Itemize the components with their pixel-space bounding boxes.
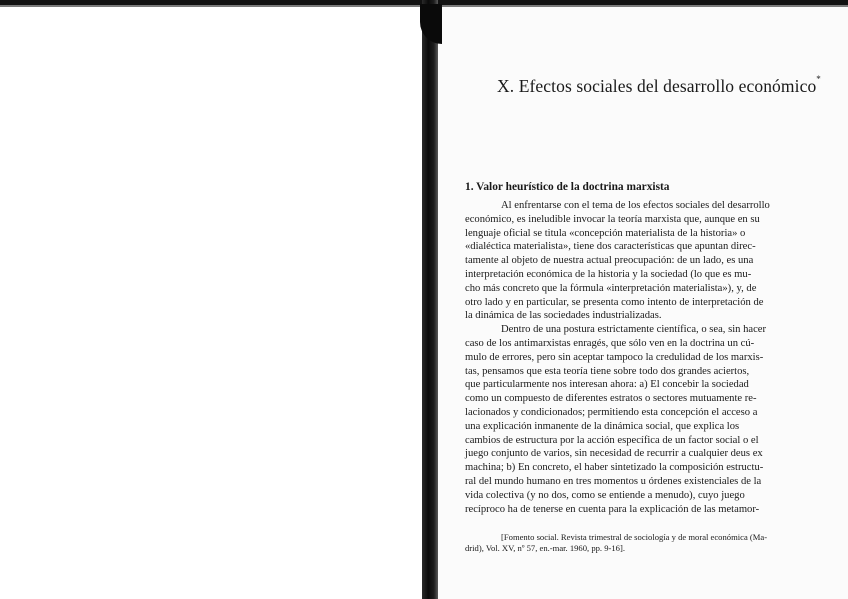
- chapter-title: [497, 76, 827, 97]
- text-line: la dinámica de las sociedades industrializadas.: [465, 310, 662, 322]
- text-line: mulo de errores, pero sin aceptar tampoco la credulidad de los marxis-: [465, 351, 764, 363]
- text-line: económico, es ineludible invocar la teoría marxista que, aunque en su: [465, 213, 760, 225]
- text-line: cho más concreto que la fórmula «interpretación materialista»), y, de: [465, 282, 757, 294]
- text-line: Al enfrentarse con el tema de los efectos sociales del desarrollo: [501, 200, 770, 211]
- book-spine-shadow: [422, 0, 438, 599]
- text-line: ral del mundo humano en tres momentos u órdenes existenciales de la: [465, 475, 762, 487]
- text-line: caso de los antimarxistas enragés, que sólo ven en la doctrina un cú-: [465, 337, 755, 349]
- text-line: tamente al objeto de nuestra actual preocupación: de un lado, es una: [465, 255, 754, 267]
- text-line: recíproco ha de tenerse en cuenta para la explicación de las metamor-: [465, 503, 760, 515]
- chapter-title-text: X. Efectos sociales del desarrollo económico: [497, 76, 817, 96]
- text-line: lacionados y condicionados; permitiendo esta concepción el acceso a: [465, 406, 758, 418]
- footnote: [465, 532, 814, 554]
- text-line: interpretación económica de la historia y la sociedad (lo que es mu-: [465, 268, 752, 280]
- left-page-blank: [0, 7, 422, 599]
- chapter-title-footnote-mark: *: [816, 74, 821, 84]
- text-line: Dentro de una postura estrictamente científica, o sea, sin hacer: [501, 324, 767, 336]
- text-line: juego conjunto de varios, sin necesidad de recurrir a cualquier deus ex: [465, 448, 763, 460]
- text-line: tas, pensamos que esta teoría tiene sobre todo dos grandes aciertos,: [465, 365, 750, 377]
- body-text: [465, 199, 814, 516]
- text-line: una explicación inmanente de la dinámica social, que explica los: [465, 420, 740, 432]
- text-line: lenguaje oficial se titula «concepción materialista de la historia» o: [465, 227, 746, 239]
- text-line: «dialéctica materialista», tiene dos características que apuntan direc-: [465, 241, 756, 253]
- text-line: otro lado y en particular, se presenta como intento de interpretación de: [465, 296, 764, 308]
- text-line: machina; b) En concreto, el haber sintetizado la composición estructu-: [465, 462, 764, 474]
- text-line: como un compuesto de diferentes estratos o sectores mutuamente re-: [465, 393, 757, 405]
- section-heading: 1. Valor heurístico de la doctrina marxista: [465, 181, 670, 193]
- footnote-line: [Fomento social. Revista trimestral de sociología y de moral económica (Ma-: [501, 532, 768, 542]
- text-line: cambios de estructura por la acción específica de un factor social o el: [465, 434, 759, 446]
- text-line: que particularmente nos interesan ahora: a) El concebir la sociedad: [465, 379, 749, 391]
- text-line: vida colectiva (y no dos, como se entiende a menudo), cuyo juego: [465, 489, 745, 501]
- footnote-line: drid), Vol. XV, nº 57, en.-mar. 1960, pp. 9-16].: [465, 543, 625, 553]
